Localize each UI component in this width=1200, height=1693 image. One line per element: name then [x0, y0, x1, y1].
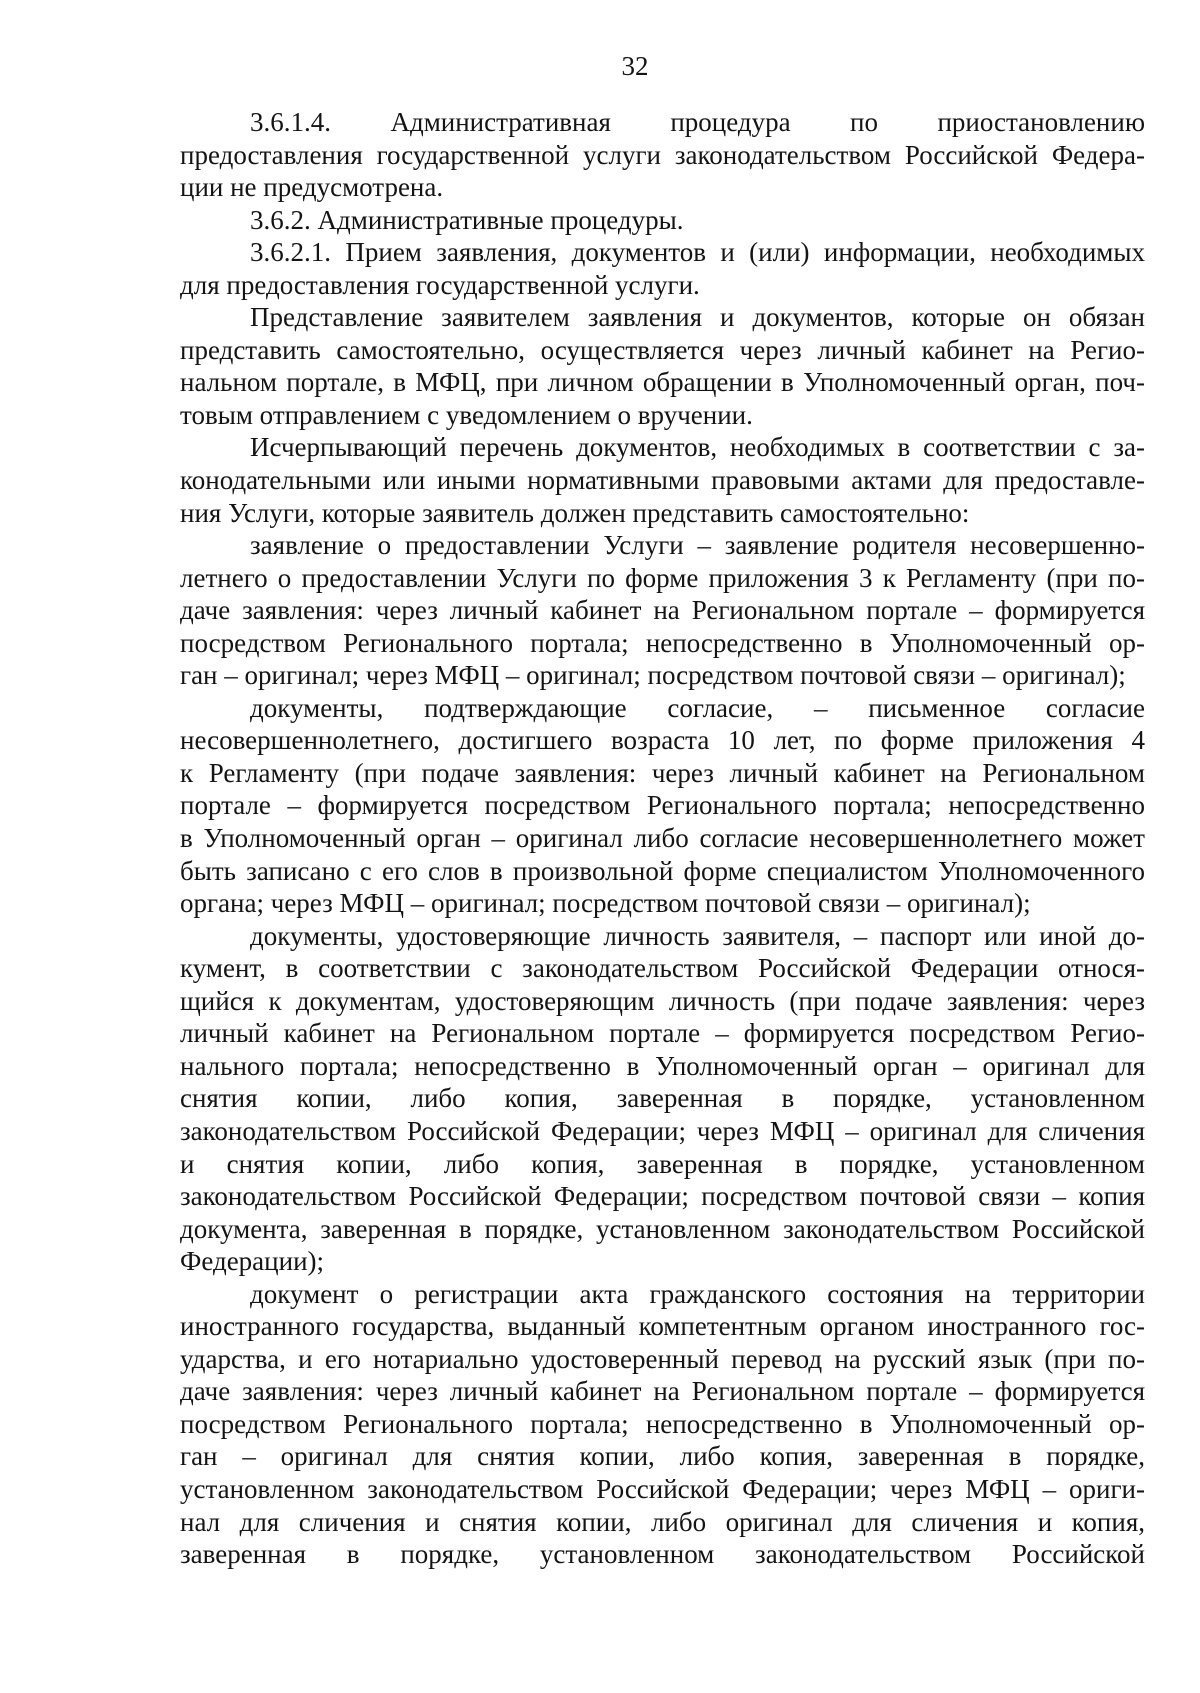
text-line: и снятия копии, либо копия, заверенная в порядке, установленном — [180, 1148, 1145, 1179]
paragraph — [180, 236, 1145, 301]
paragraph — [180, 1278, 1145, 1571]
text-line: законодательством Российской Федерации; через МФЦ – оригинал для сличения — [180, 1115, 1145, 1146]
text-line: органа; через МФЦ – оригинал; посредством почтовой связи – оригинал); — [180, 888, 1031, 919]
text-line: документ о регистрации акта гражданского состояния на территории — [250, 1278, 1145, 1309]
text-line: установленном законодательством Российской Федерации; через МФЦ – ориги- — [180, 1473, 1145, 1504]
text-line: 3.6.2. Административные процедуры. — [250, 204, 684, 235]
text-line: законодательством Российской Федерации; посредством почтовой связи – копия — [180, 1181, 1145, 1212]
text-line: Федерации); — [180, 1246, 325, 1277]
text-line: к Регламенту (при подаче заявления: через личный кабинет на Региональном — [180, 757, 1145, 788]
text-line: товым отправлением с уведомлением о вручении. — [180, 399, 753, 430]
text-line: несовершеннолетнего, достигшего возраста 10 лет, по форме приложения 4 — [180, 725, 1145, 756]
text-line: нал для сличения и снятия копии, либо оригинал для сличения и копия, — [180, 1506, 1145, 1537]
text-line: документы, подтверждающие согласие, – письменное согласие — [250, 692, 1145, 723]
text-line: ударства, и его нотариально удостоверенный перевод на русский язык (при по- — [180, 1343, 1145, 1374]
text-line: для предоставления государственной услуги. — [180, 269, 700, 300]
paragraph — [180, 529, 1145, 692]
text-line: ции не предусмотрена. — [180, 172, 444, 203]
text-line: нальном портале, в МФЦ, при личном обращении в Уполномоченный орган, поч- — [180, 367, 1145, 398]
text-line: предоставления государственной услуги законодательством Российской Федера- — [180, 139, 1145, 170]
paragraph — [180, 106, 1145, 204]
text-line: посредством Регионального портала; непосредственно в Уполномоченный ор- — [180, 627, 1145, 658]
text-line: представить самостоятельно, осуществляется через личный кабинет на Регио- — [180, 334, 1145, 365]
text-line: кумент, в соответствии с законодательством Российской Федерации относя- — [180, 953, 1145, 984]
body-text — [180, 106, 1145, 1571]
text-line: документы, удостоверяющие личность заявителя, – паспорт или иной до- — [250, 920, 1145, 951]
paragraph — [180, 301, 1145, 431]
text-line: 3.6.1.4. Административная процедура по приостановлению — [250, 107, 1145, 137]
text-line: документа, заверенная в порядке, установленном законодательством Российской — [180, 1213, 1145, 1244]
text-line: Представление заявителем заявления и документов, которые он обязан — [250, 302, 1145, 333]
paragraph — [180, 920, 1145, 1278]
text-line: конодательными или иными нормативными правовыми актами для предоставле- — [180, 465, 1145, 496]
text-line: портале – формируется посредством Регионального портала; непосредственно — [180, 790, 1145, 821]
text-line: личный кабинет на Региональном портале – формируется посредством Регио- — [180, 1018, 1145, 1049]
text-line: даче заявления: через личный кабинет на Региональном портале – формируется — [180, 595, 1145, 626]
text-line: нального портала; непосредственно в Уполномоченный орган – оригинал для — [180, 1050, 1145, 1081]
text-line: заявление о предоставлении Услуги – заявление родителя несовершенно- — [250, 530, 1145, 561]
text-line: ган – оригинал; через МФЦ – оригинал; посредством почтовой связи – оригинал); — [180, 660, 1126, 691]
text-line: даче заявления: через личный кабинет на Региональном портале – формируется — [180, 1376, 1145, 1407]
paragraph — [180, 692, 1145, 920]
text-line: летнего о предоставлении Услуги по форме приложения 3 к Регламенту (при по- — [180, 562, 1145, 593]
paragraph — [180, 204, 1145, 237]
text-line: быть записано с его слов в произвольной форме специалистом Уполномоченного — [180, 855, 1145, 886]
text-line: снятия копии, либо копия, заверенная в порядке, установленном — [180, 1083, 1145, 1114]
text-line: ган – оригинал для снятия копии, либо копия, заверенная в порядке, — [180, 1441, 1145, 1472]
text-line: Исчерпывающий перечень документов, необходимых в соответствии с за- — [250, 432, 1145, 463]
text-line: 3.6.2.1. Прием заявления, документов и (или) информации, необходимых — [250, 237, 1145, 268]
page-number: 32 — [621, 51, 649, 81]
text-line: посредством Регионального портала; непосредственно в Уполномоченный ор- — [180, 1408, 1145, 1439]
text-line: иностранного государства, выданный компетентным органом иностранного гос- — [180, 1311, 1145, 1342]
text-line: щийся к документам, удостоверяющим личность (при подаче заявления: через — [180, 985, 1145, 1016]
text-line: ния Услуги, которые заявитель должен представить самостоятельно: — [180, 497, 970, 528]
text-line: заверенная в порядке, установленном законодательством Российской — [180, 1539, 1145, 1570]
paragraph — [180, 431, 1145, 529]
text-line: в Уполномоченный орган – оригинал либо согласие несовершеннолетнего может — [180, 823, 1145, 854]
